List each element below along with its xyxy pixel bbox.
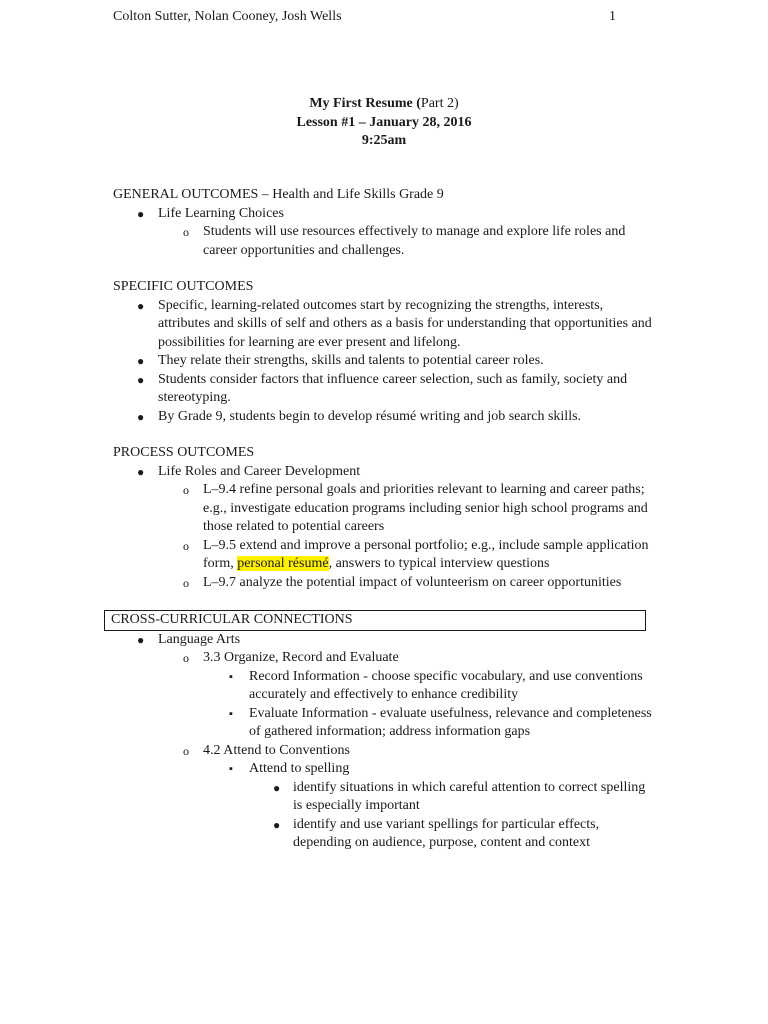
lesson-title	[0, 95, 768, 114]
list-item: ▪ Attend to spelling	[113, 760, 658, 779]
list-item: ● identify and use variant spellings for particular effects, depending on audience, purpose, content and context	[273, 816, 600, 850]
bullet-marker: ●	[137, 354, 145, 368]
square-marker: ▪	[229, 763, 233, 775]
cross-curricular-heading: CROSS-CURRICULAR CONNECTIONS	[104, 610, 646, 631]
lesson-date: Lesson #1 – January 28, 2016	[296, 114, 472, 130]
specific-outcomes-heading: SPECIFIC OUTCOMES	[113, 279, 254, 294]
list-item: o L–9.7 analyze the potential impact of volunteerism on career opportunities	[113, 574, 658, 593]
lesson-time: 9:25am	[361, 133, 407, 148]
bullet-marker: ●	[137, 632, 145, 647]
bullet-marker: ●	[273, 817, 281, 832]
circle-marker: o	[183, 225, 189, 239]
list-item: ● identify situations in which careful attention to correct spelling is especially important	[273, 779, 646, 813]
document-body	[113, 186, 658, 853]
list-item: o Students will use resources effectively to manage and explore life roles and career opportunities and challenges.	[183, 224, 626, 258]
square-marker: ▪	[229, 707, 233, 720]
list-item: ● Life Roles and Career Development	[113, 463, 658, 482]
list-item: ▪ Record Information - choose specific vocabulary, and use conventions accurately and effectively to enhance credibility	[229, 668, 643, 702]
cross-curricular-list	[113, 631, 658, 853]
circle-marker: o	[183, 743, 189, 758]
list-item: ● Students consider factors that influence career selection, such as family, society and stereotyping.	[137, 371, 628, 405]
bullet-marker: ●	[137, 206, 145, 221]
circle-marker: o	[183, 483, 189, 497]
list-item: ● Language Arts	[113, 631, 658, 650]
specific-outcomes-list	[113, 297, 658, 427]
bullet-marker: ●	[137, 464, 145, 479]
page-number: 1	[609, 9, 616, 24]
general-outcomes-heading: GENERAL OUTCOMES – Health and Life Skills Grade 9	[113, 187, 444, 202]
list-item: o 4.2 Attend to Conventions	[113, 742, 658, 761]
bullet-marker: ●	[273, 780, 281, 795]
list-item: o L–9.5 extend and improve a personal portfolio; e.g., include sample application form, personal résumé, answers to typical interview questions	[183, 537, 649, 571]
title-main: My First Resume (	[309, 96, 421, 111]
circle-marker: o	[183, 575, 189, 590]
process-outcomes-list	[113, 463, 658, 593]
process-outcomes-heading: PROCESS OUTCOMES	[113, 445, 255, 460]
header-authors: Colton Sutter, Nolan Cooney, Josh Wells	[113, 9, 342, 24]
bullet-marker: ●	[137, 298, 145, 313]
highlighted-text: personal résumé	[237, 556, 329, 571]
list-item: o 3.3 Organize, Record and Evaluate	[113, 649, 658, 668]
bullet-marker: ●	[137, 409, 145, 424]
title-part: Part 2)	[420, 96, 459, 111]
list-item: ● By Grade 9, students begin to develop résumé writing and job search skills.	[113, 408, 658, 427]
circle-marker: o	[183, 538, 189, 553]
list-item: ● Life Learning Choices	[113, 205, 658, 224]
bullet-marker: ●	[137, 372, 145, 387]
list-item: o L–9.4 refine personal goals and priorities relevant to learning and career paths; e.g., investigate education programs including senior high school programs and those related to potential careers	[183, 482, 648, 534]
square-marker: ▪	[229, 670, 233, 683]
general-outcomes-list	[113, 205, 658, 261]
list-item: ▪ Evaluate Information - evaluate usefulness, relevance and completeness of gathered information; address information gaps	[229, 705, 652, 739]
title-block	[0, 95, 768, 151]
list-item: ● Specific, learning-related outcomes start by recognizing the strengths, interests, attributes and skills of self and others as a basis for understanding that opportunities and possibilities for learning are ever present and lifelong.	[137, 297, 652, 350]
list-item: ● They relate their strengths, skills and talents to potential career roles.	[113, 352, 658, 371]
circle-marker: o	[183, 651, 189, 665]
